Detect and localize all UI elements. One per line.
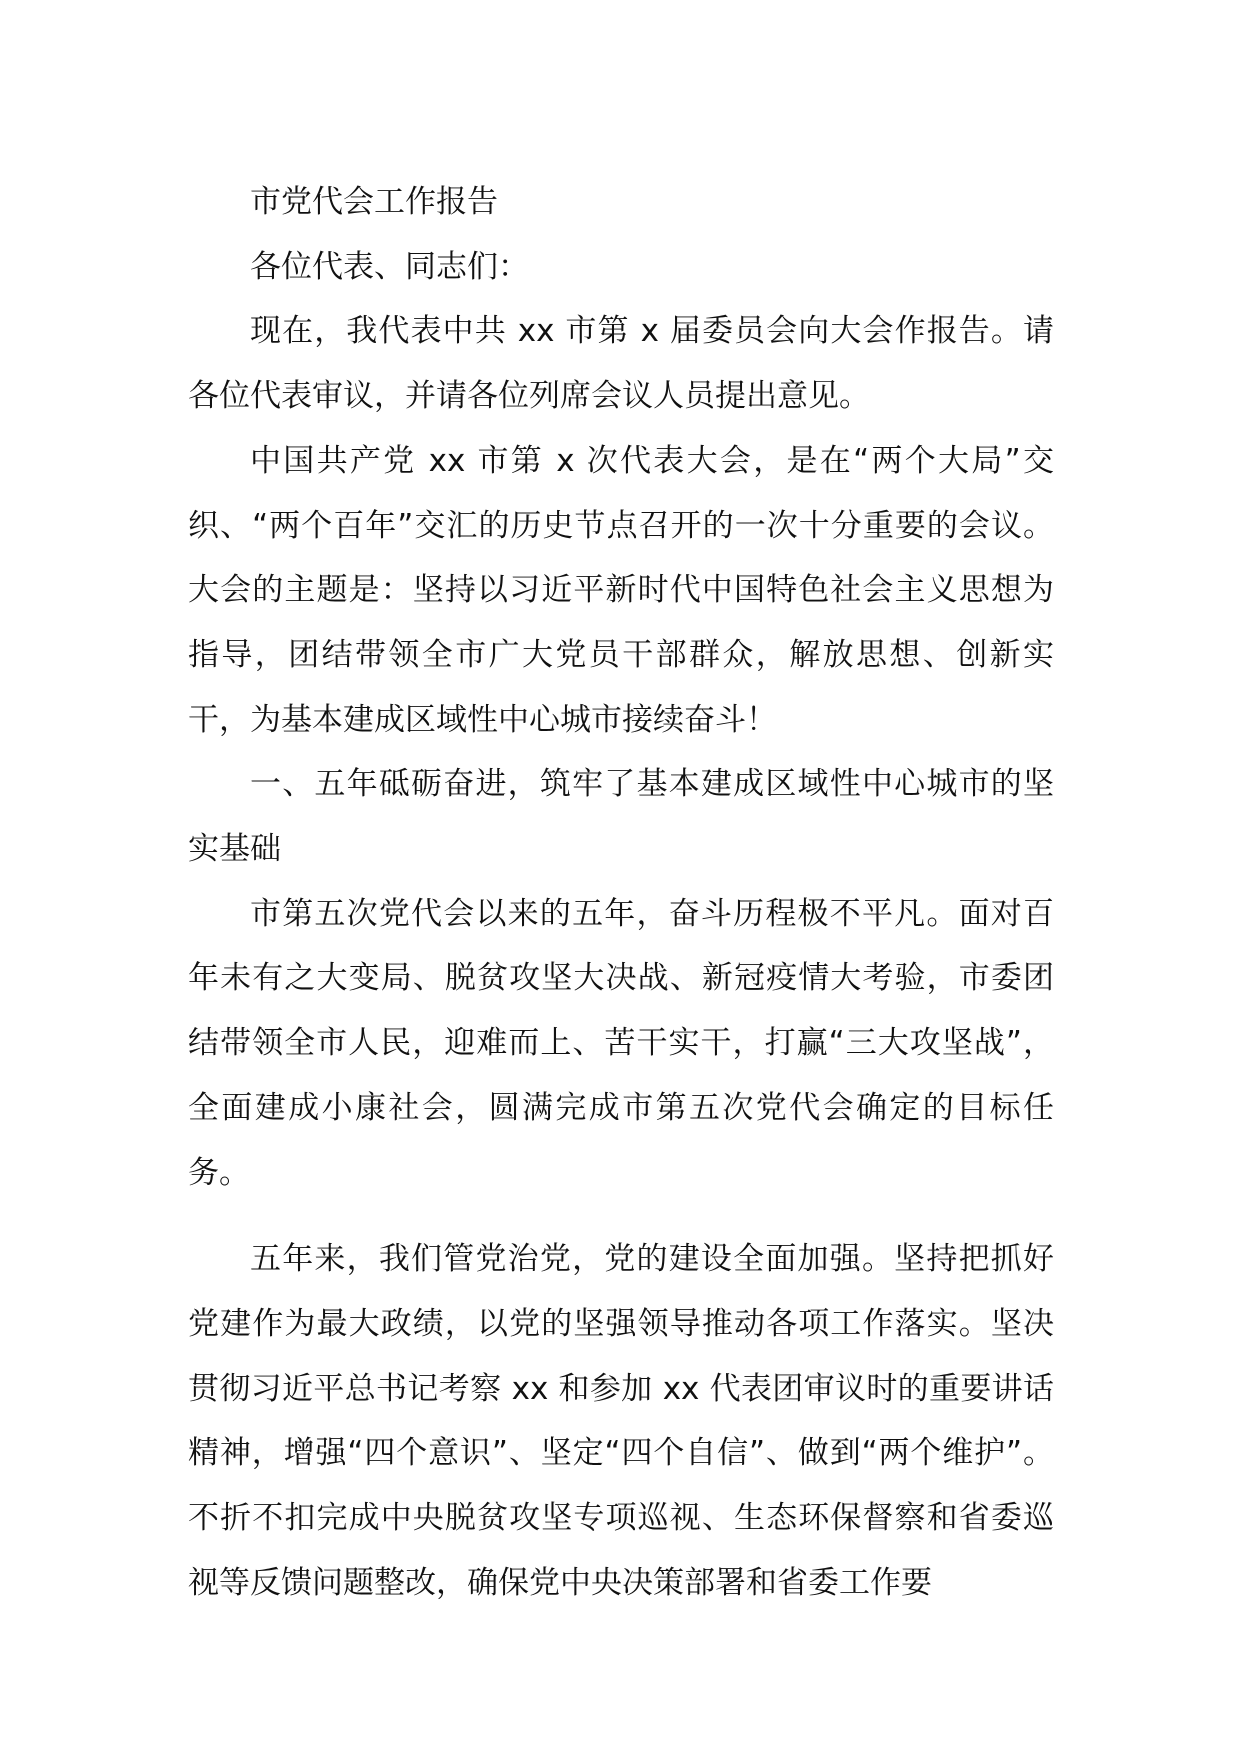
- document-body: [188, 170, 1054, 1615]
- document-title: 市党代会工作报告: [250, 184, 498, 220]
- paragraph-five-years: 市第五次党代会以来的五年，奋斗历程极不平凡。面对百年未有之大变局、脱贫攻坚大决战、新冠疫情大考验，市委团结带领全市人民，迎难而上、苦干实干，打赢“三大攻坚战”，全面建成小康社会，圆满完成市第五次党代会确定的目标任务。: [188, 895, 1054, 1191]
- section-heading-one: 一、五年砥砺奋进，筑牢了基本建成区域性中心城市的坚实基础: [188, 766, 1054, 868]
- paragraph-congress-theme: 中国共产党 xx 市第 x 次代表大会，是在“两个大局”交织、“两个百年”交汇的历史节点召开的一次十分重要的会议。大会的主题是：坚持以习近平新时代中国特色社会主义思想为指导，团结带领全市广大党员干部群众，解放思想、创新实干，为基本建成区域性中心城市接续奋斗！: [188, 442, 1054, 738]
- paragraph-party-building: 五年来，我们管党治党，党的建设全面加强。坚持把抓好党建作为最大政绩，以党的坚强领导推动各项工作落实。坚决贯彻习近平总书记考察 xx 和参加 xx 代表团审议时的重要讲话精神，增强“四个意识”、坚定“四个自信”、做到“两个维护”。不折不扣完成中央脱贫攻坚专项巡视、生态环保督察和省委巡视等反馈问题整改，确保党中央决策部署和省委工作要: [188, 1241, 1054, 1601]
- salutation: 各位代表、同志们：: [250, 248, 529, 285]
- paragraph-opening: 现在，我代表中共 xx 市第 x 届委员会向大会作报告。请各位代表审议，并请各位列席会议人员提出意见。: [188, 313, 1054, 415]
